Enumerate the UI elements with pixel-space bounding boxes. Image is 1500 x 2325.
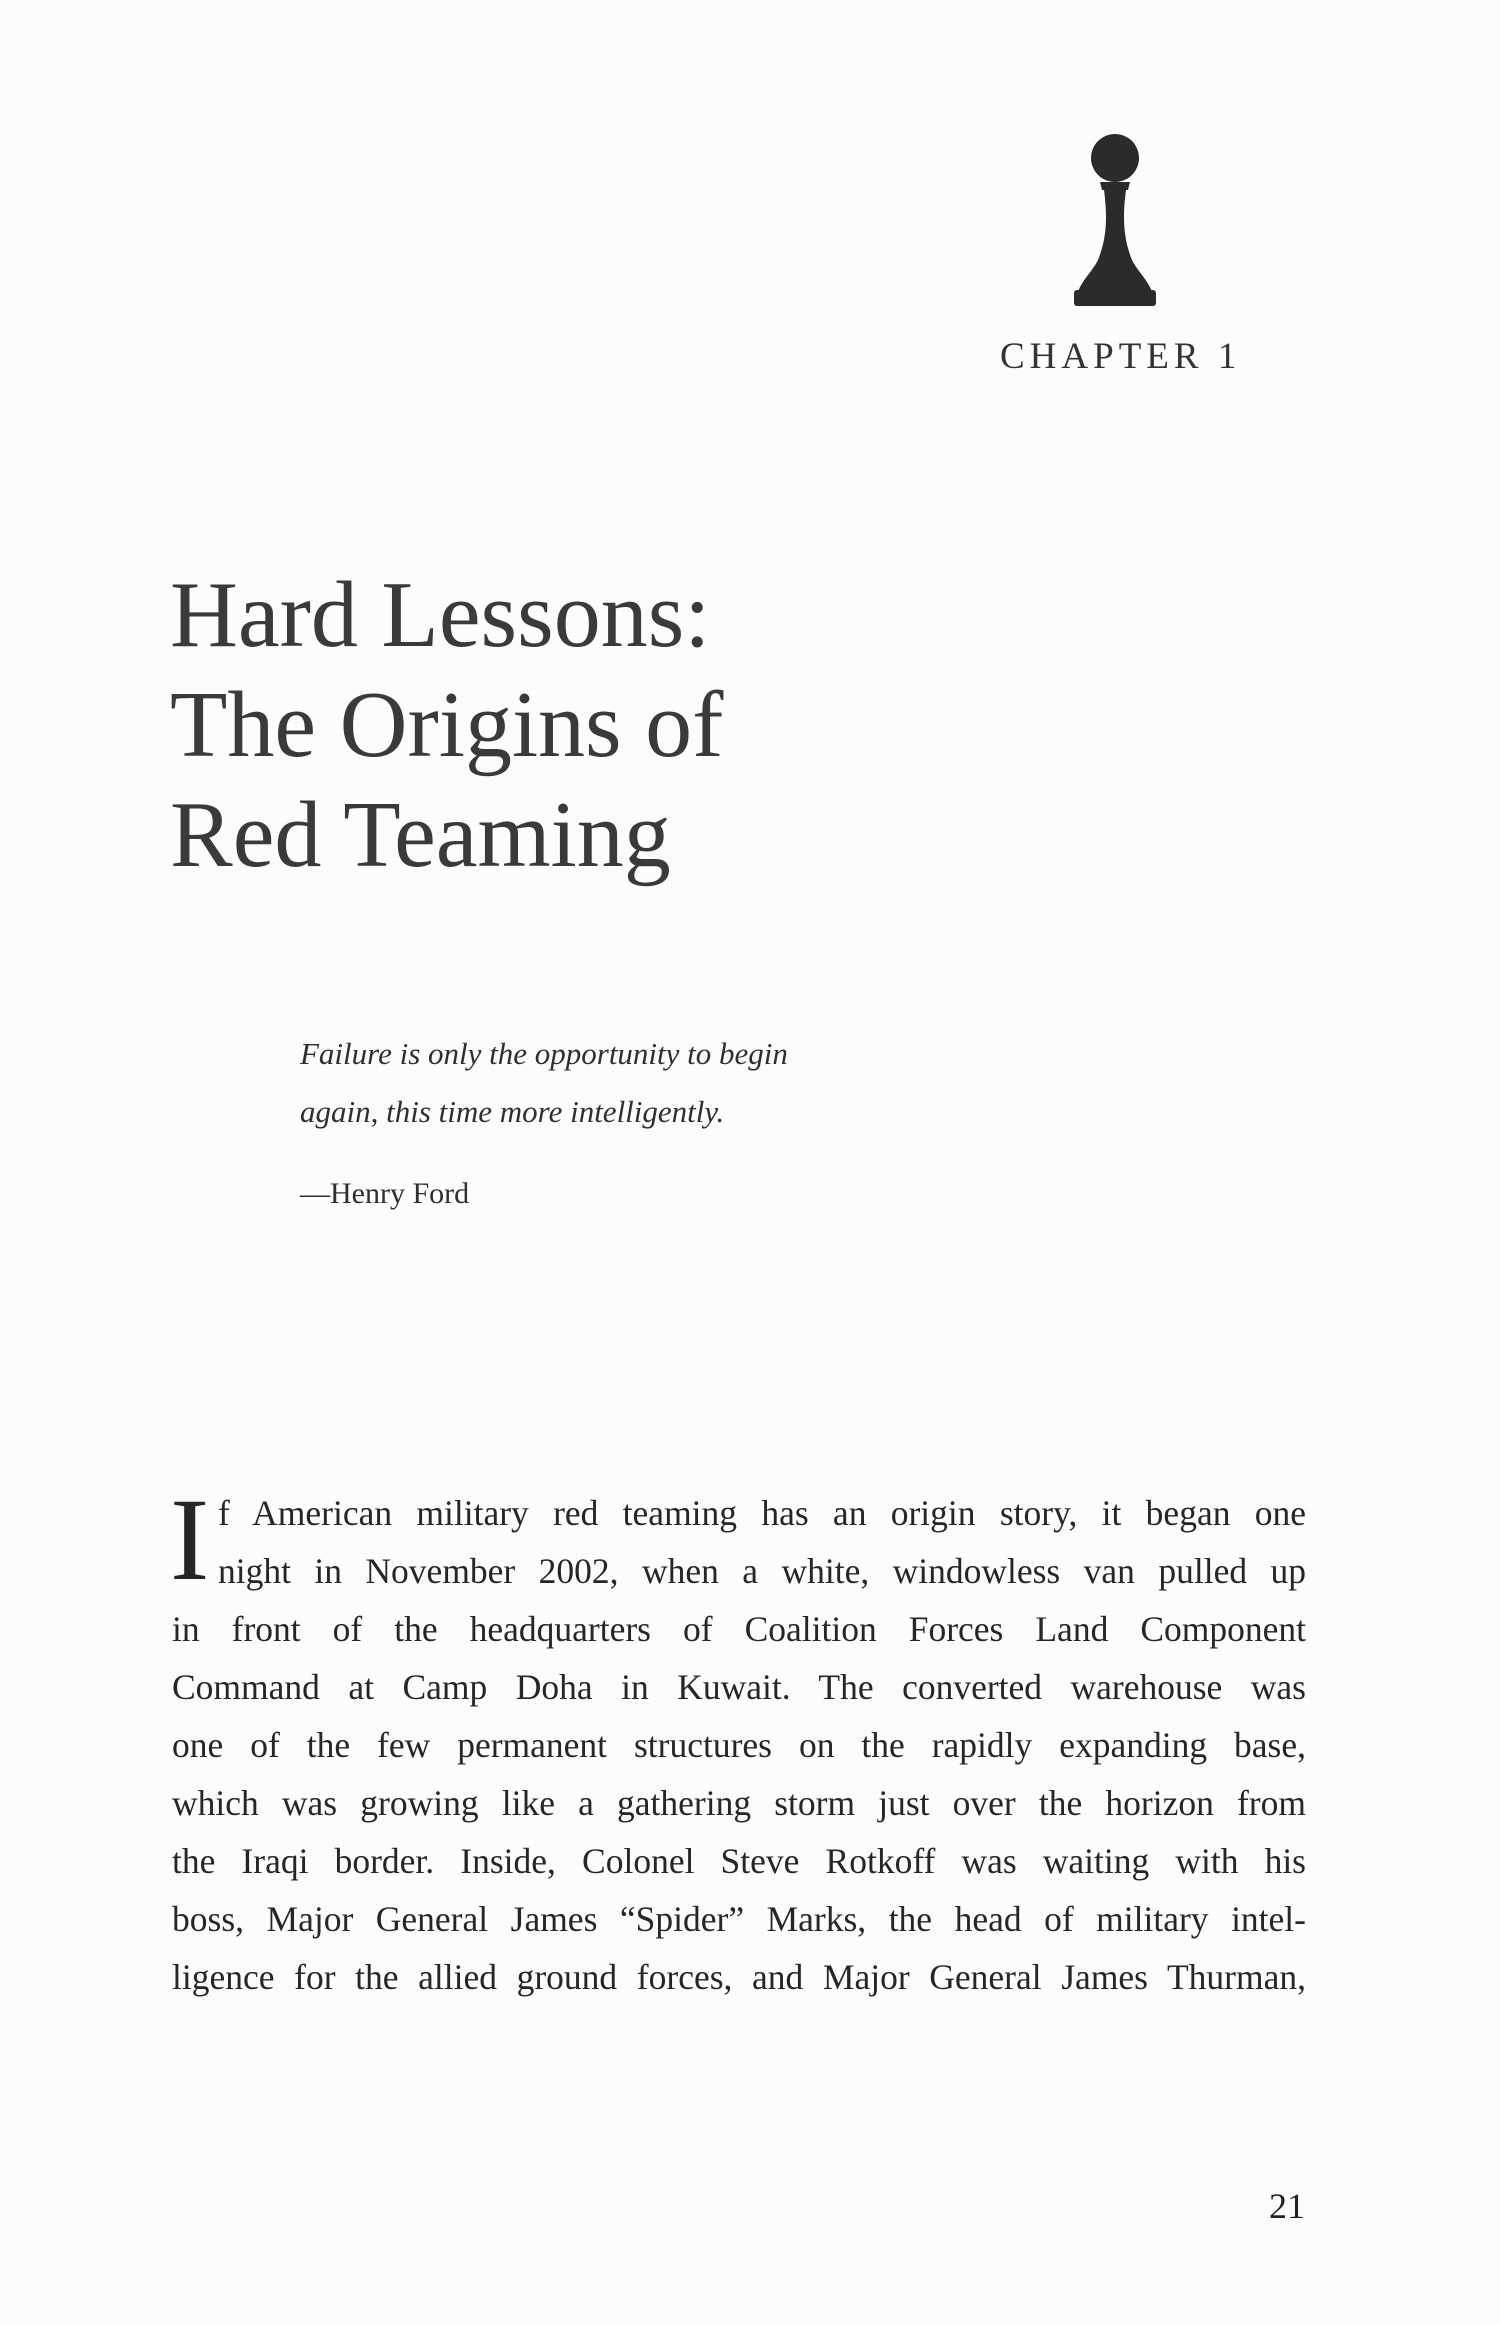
epigraph-quote-line: again, this time more intelligently. [300, 1094, 725, 1129]
paragraph-line: the Iraqi border. Inside, Colonel Steve Rotkoff was waiting with his [172, 1841, 1306, 1881]
paragraph-line: Command at Camp Doha in Kuwait. The converted warehouse was [172, 1667, 1306, 1707]
epigraph-quote-line: Failure is only the opportunity to begin [300, 1036, 788, 1071]
chapter-title-line: The Origins of [170, 673, 724, 777]
chapter-title-line: Hard Lessons: [170, 563, 711, 667]
paragraph-line: ligence for the allied ground forces, and Major General James Thurman, [172, 1957, 1306, 1997]
page-number: 21 [1269, 2186, 1305, 2226]
chapter-title-line: Red Teaming [170, 783, 671, 887]
epigraph-quote [300, 1025, 1000, 1141]
paragraph-line: in front of the headquarters of Coalition Forces Land Component [172, 1609, 1306, 1649]
drop-cap: I [170, 1474, 210, 1605]
paragraph-line: f American military red teaming has an origin story, it began one [218, 1493, 1306, 1533]
epigraph [300, 1025, 1000, 1211]
body-paragraph [170, 1474, 1306, 2006]
paragraph-line: one of the few permanent structures on the rapidly expanding base, [172, 1725, 1306, 1765]
paragraph-line: night in November 2002, when a white, windowless van pulled up [218, 1551, 1306, 1591]
epigraph-attribution: —Henry Ford [300, 1177, 470, 1210]
chess-pawn-icon [1070, 130, 1160, 310]
chapter-number: CHAPTER 1 [1000, 336, 1242, 377]
paragraph-line: boss, Major General James “Spider” Marks, the head of military intel- [172, 1899, 1306, 1939]
paragraph-line: which was growing like a gathering storm just over the horizon from [172, 1783, 1306, 1823]
chapter-title [170, 560, 1070, 890]
